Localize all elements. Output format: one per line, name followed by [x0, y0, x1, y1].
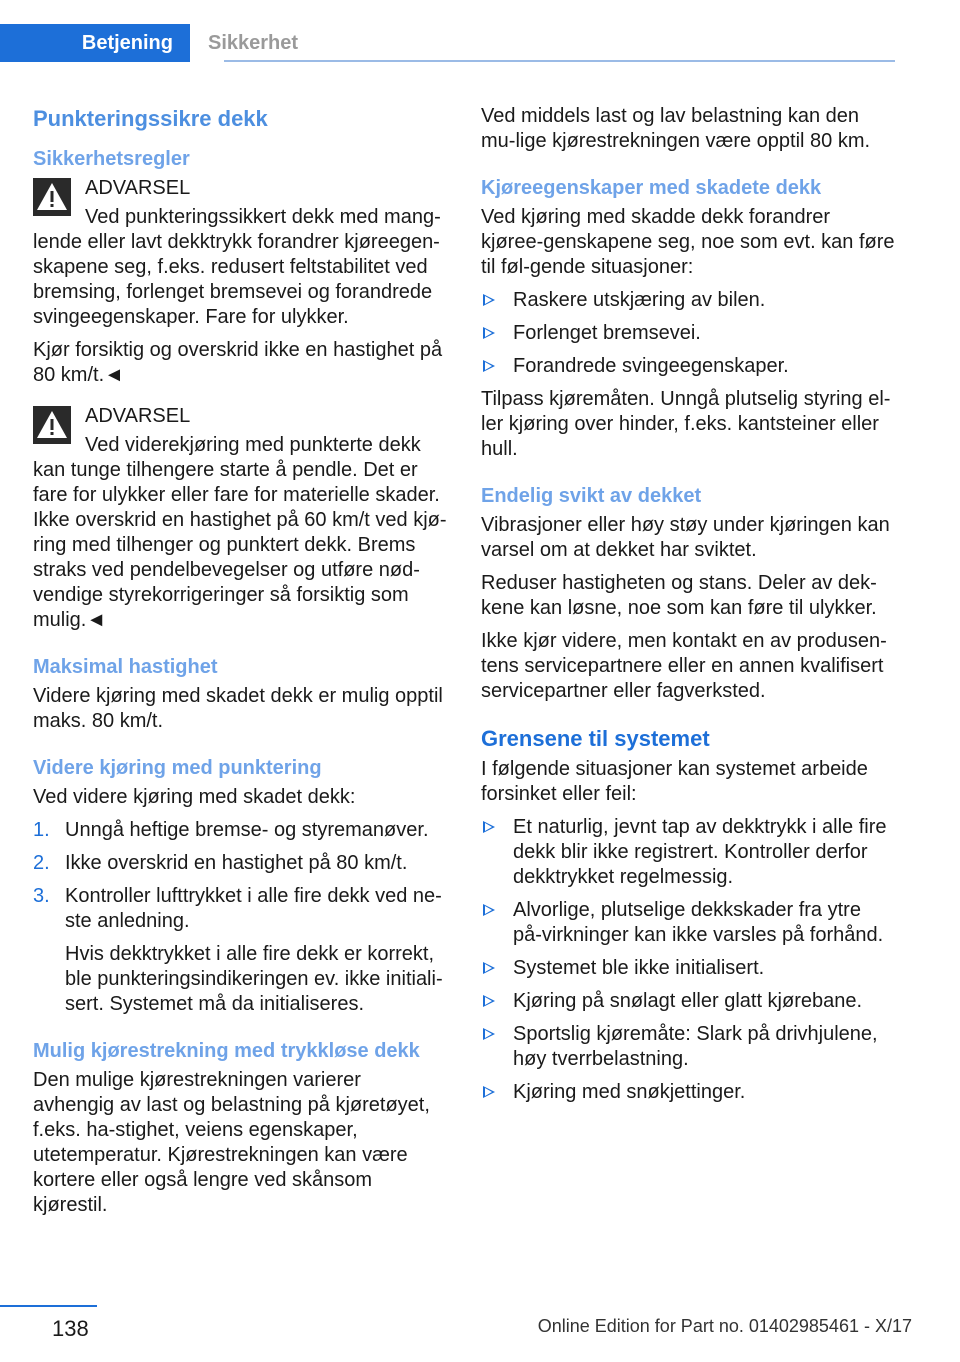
- tab-bar: [0, 24, 316, 62]
- list-item: Kjøring på snølagt eller glatt kjørebane.: [481, 989, 895, 1014]
- list-item: 3. Kontroller lufttrykket i alle fire dekk ved ne-ste anledning. Hvis dekktrykket i alle fire dekk er korrekt, ble punkteringsindikeringen ev. ikke initiali-sert. Systemet må da initialiseres.: [33, 884, 447, 1017]
- warning-label: ADVARSEL: [85, 177, 191, 199]
- range-continued: Ved middels last og lav belastning kan den mu-lige kjørestrekningen være opptil 80 km.: [481, 105, 871, 152]
- maxspeed-heading: Maksimal hastighet: [33, 656, 218, 678]
- warning-text: Ved viderekjøring med punkterte dekk kan tunge tilhengere starte å pendle. Det er fare for ulykker eller fare for materielle skader. Ikke overskrid en hastighet på 60 km/t ved kjø-ring med tilhenger og punktert dekk. Brems straks ved pendelbevegelser og utføre nød-vendige styrekorrigeringer så forsiktig som mulig.◄: [33, 434, 447, 631]
- left-column: [33, 96, 447, 1226]
- steps-list: [33, 818, 447, 1017]
- step-note: Hvis dekktrykket i alle fire dekk er korrekt, ble punkteringsindikeringen ev. ikke initiali-sert. Systemet må da initialiseres.: [65, 943, 443, 1015]
- range-heading: Mulig kjørestrekning med trykkløse dekk: [33, 1040, 420, 1062]
- maxspeed-text: Videre kjøring med skadet dekk er mulig opptil maks. 80 km/t.: [33, 685, 443, 732]
- further-intro: Ved videre kjøring med skadet dekk:: [33, 786, 356, 808]
- failure-p3: Ikke kjør videre, men kontakt en av produsen-tens servicepartnere eller en annen kvalifisert servicepartner eller fagverksted.: [481, 630, 887, 702]
- list-item: 1. Unngå heftige bremse- og styremanøver.: [33, 819, 429, 841]
- list-item: Et naturlig, jevnt tap av dekktrykk i alle fire dekk blir ikke registrert. Kontroller derfor dekktrykket regelmessig.: [481, 815, 895, 890]
- damaged-heading: Kjøreegenskaper med skadete dekk: [481, 177, 822, 199]
- tab-sikkerhet[interactable]: Sikkerhet: [208, 32, 299, 54]
- bullet-triangle-icon: [483, 327, 495, 339]
- tab-betjening[interactable]: Betjening: [0, 24, 190, 62]
- bullet-triangle-icon: [483, 995, 495, 1007]
- bullet-triangle-icon: [483, 1086, 495, 1098]
- damaged-text: Ved kjøring med skadde dekk forandrer kjøree-genskapene seg, noe som evt. kan føre til føl-gende situasjoner:: [481, 206, 895, 278]
- warning-block-2: [33, 404, 447, 633]
- warning-text-2: Kjør forsiktig og overskrid ikke en hastighet på 80 km/t.◄: [33, 339, 443, 386]
- list-item: 2. Ikke overskrid en hastighet på 80 km/t.: [33, 852, 408, 874]
- list-item: Alvorlige, plutselige dekkskader fra ytre på-virkninger kan ikke varsles på forhånd.: [481, 898, 895, 948]
- warning-icon: [33, 406, 71, 444]
- failure-p2: Reduser hastigheten og stans. Deler av dek-kene kan løsne, noe som kan føre til ulykker.: [481, 572, 877, 619]
- failure-p1: Vibrasjoner eller høy støy under kjøringen kan varsel om at dekket har sviktet.: [481, 514, 890, 561]
- bullet-triangle-icon: [483, 1028, 495, 1040]
- bullet-triangle-icon: [483, 294, 495, 306]
- bullet-triangle-icon: [483, 962, 495, 974]
- list-item: Systemet ble ikke initialisert.: [481, 956, 895, 981]
- warning-label: ADVARSEL: [85, 405, 191, 427]
- bullet-triangle-icon: [483, 821, 495, 833]
- right-column: [481, 104, 895, 1113]
- section-title: Punkteringssikre dekk: [33, 106, 268, 131]
- tab-divider: [224, 60, 895, 62]
- failure-heading: Endelig svikt av dekket: [481, 485, 702, 507]
- list-item: Forandrede svingeegenskaper.: [481, 354, 895, 379]
- safety-heading: Sikkerhetsregler: [33, 148, 190, 170]
- list-item: Raskere utskjæring av bilen.: [481, 288, 895, 313]
- warning-icon: [33, 178, 71, 216]
- limits-intro: I følgende situasjoner kan systemet arbeide forsinket eller feil:: [481, 758, 868, 805]
- bullet-triangle-icon: [483, 904, 495, 916]
- limits-list: [481, 815, 895, 1105]
- list-item: Kjøring med snøkjettinger.: [481, 1080, 895, 1105]
- edition-note: Online Edition for Part no. 01402985461 - X/17: [537, 1316, 912, 1336]
- warning-text: Ved punkteringssikkert dekk med mang-lende eller lavt dekktrykk forandrer kjøreegen-skapene seg, f.eks. redusert feltstabilitet ved bremsing, forlenget bremsevei og forandrede svingeegenskaper. Fare for ulykker.: [33, 206, 441, 328]
- damaged-after: Tilpass kjøremåten. Unngå plutselig styring el-ler kjøring over hinder, f.eks. kantsteiner eller hull.: [481, 388, 891, 460]
- warning-block-1: [33, 176, 447, 330]
- footer-divider: [0, 1305, 97, 1307]
- list-item: Forlenget bremsevei.: [481, 321, 895, 346]
- bullet-triangle-icon: [483, 360, 495, 372]
- damaged-list: [481, 288, 895, 379]
- limits-heading: Grensene til systemet: [481, 726, 710, 751]
- range-text: Den mulige kjørestrekningen varierer avhengig av last og belastning på kjøretøyet, f.eks. ha-stighet, veiens egenskaper, utetemperatur. Kjørestrekningen kan være kortere eller også lengre ved skånsom kjørestil.: [33, 1069, 430, 1216]
- page-number: 138: [52, 1316, 89, 1341]
- list-item: Sportslig kjøremåte: Slark på drivhjulene, høy tverrbelastning.: [481, 1022, 895, 1072]
- further-heading: Videre kjøring med punktering: [33, 757, 322, 779]
